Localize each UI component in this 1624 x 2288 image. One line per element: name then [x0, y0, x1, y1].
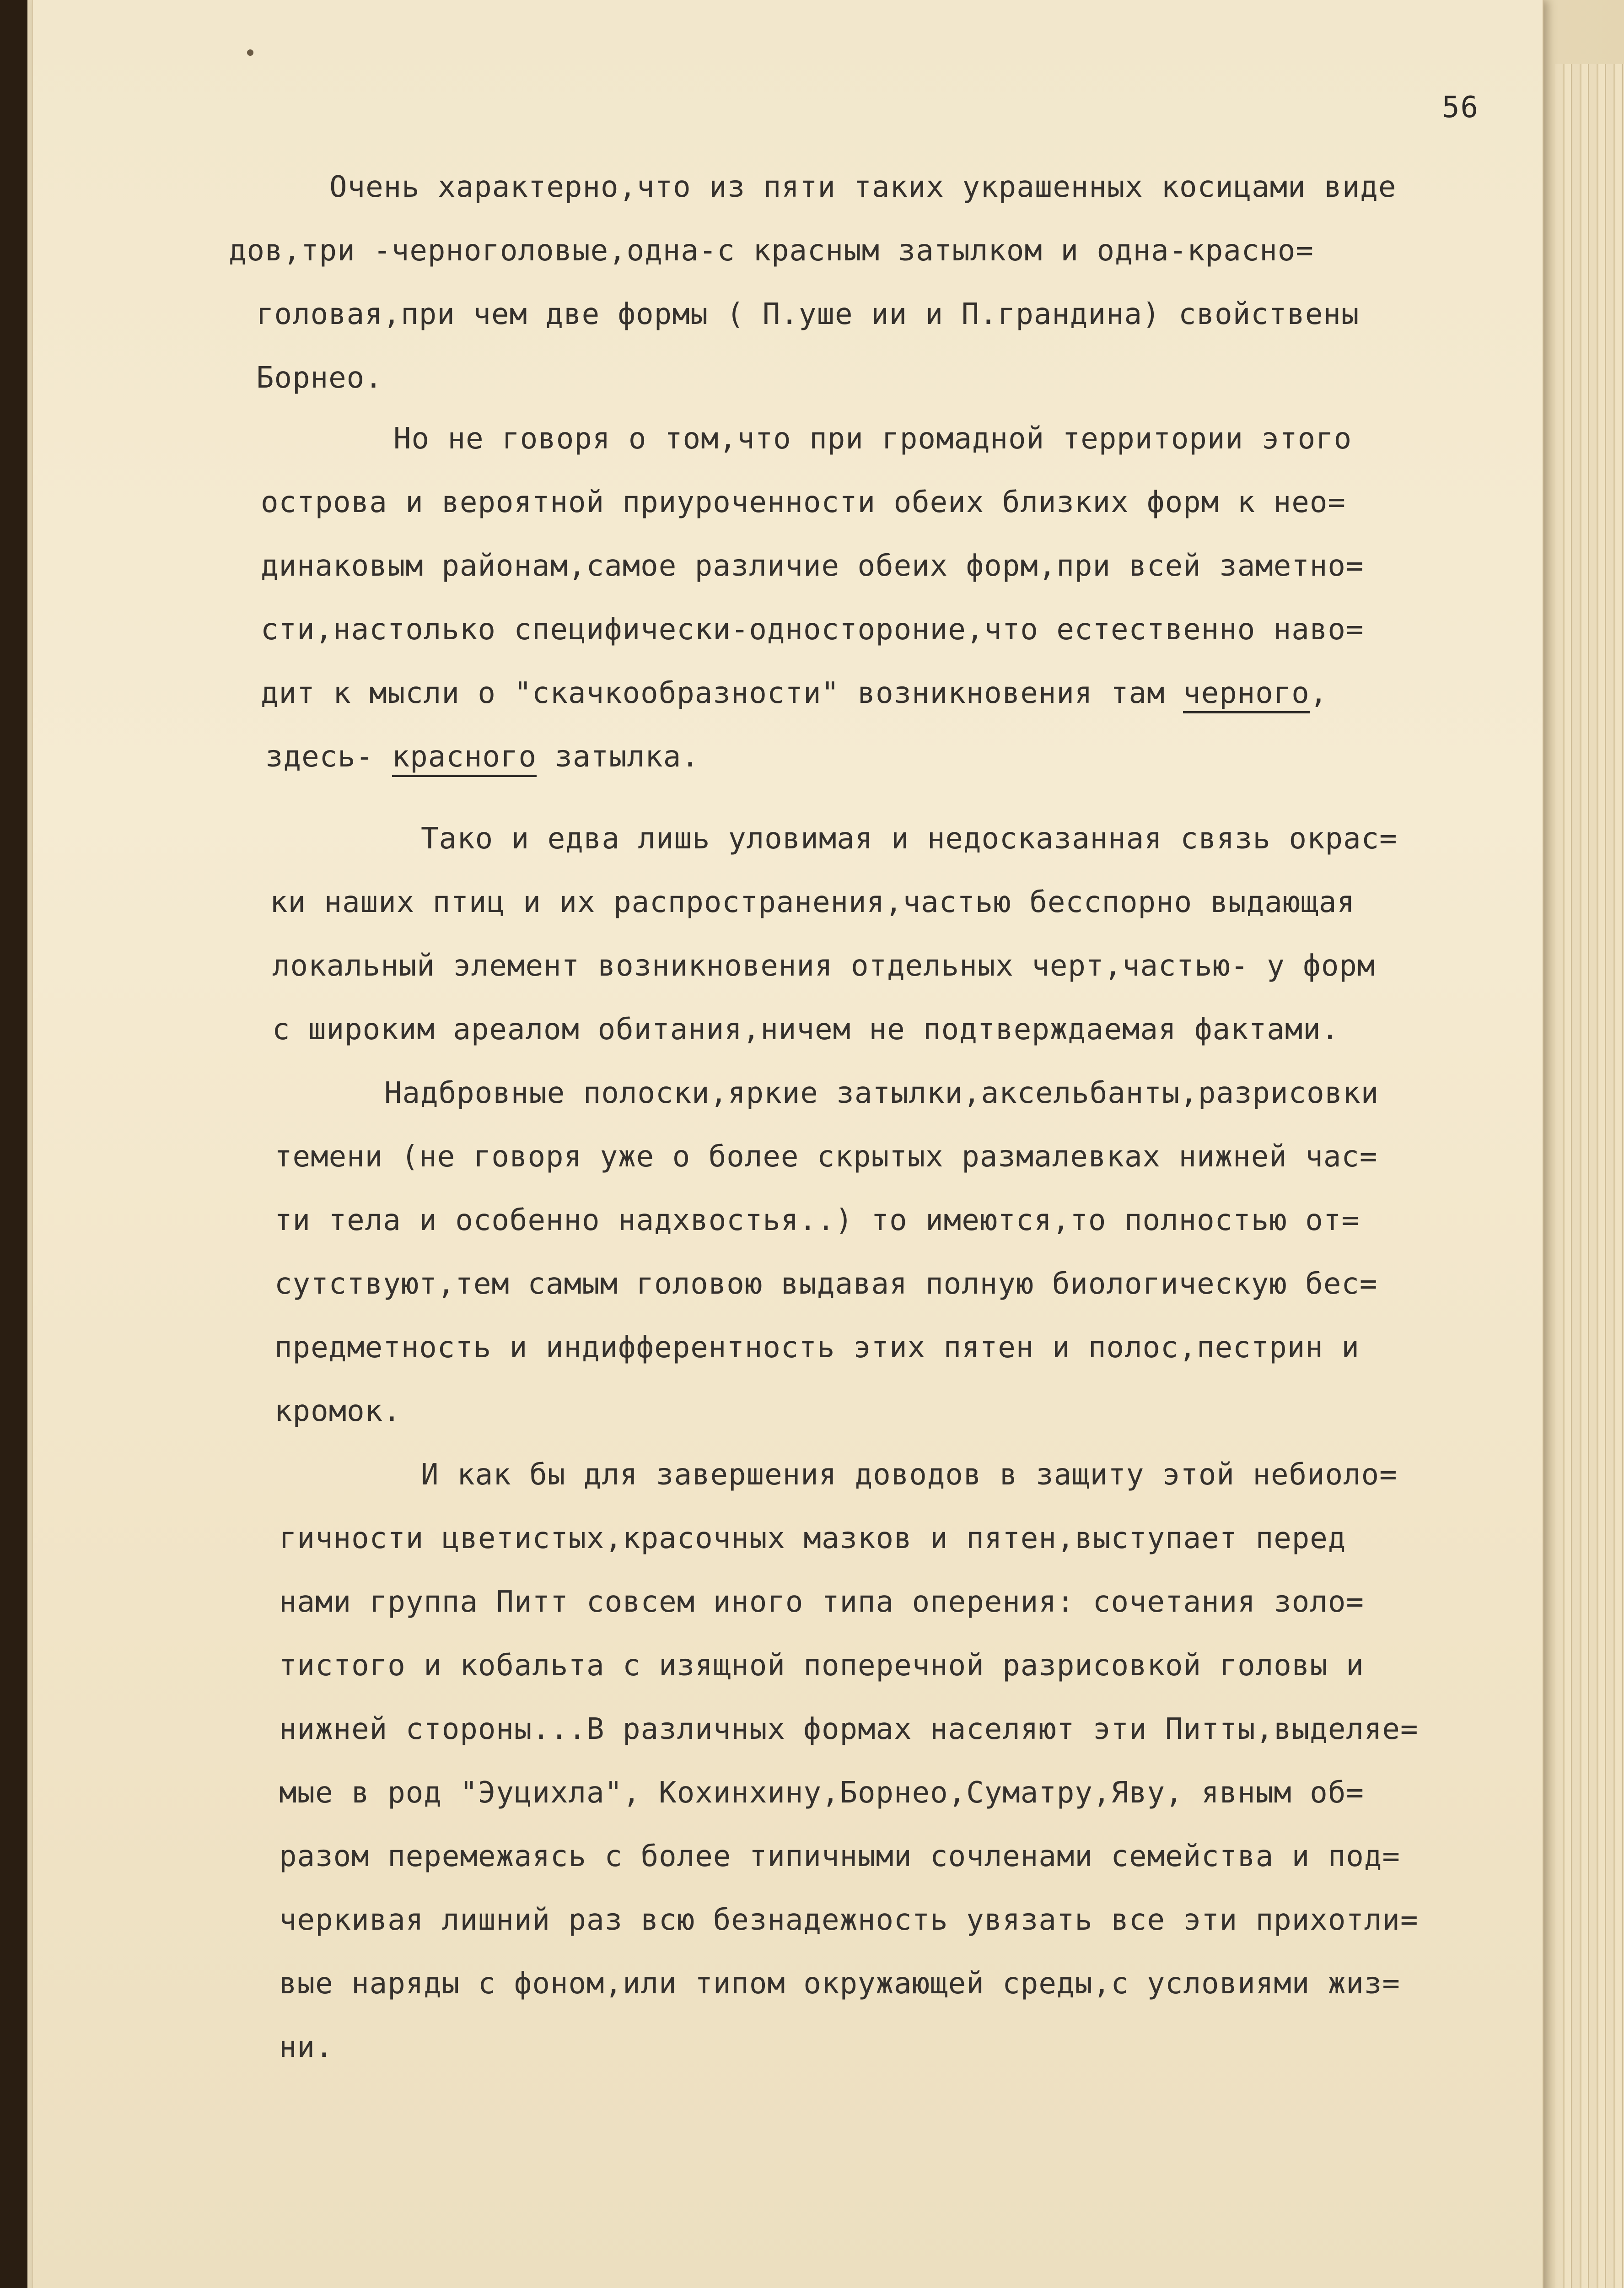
text-line: нижней стороны...В различных формах населяют эти Питты,выделяе=	[279, 1712, 1419, 1746]
underlined-word: черного	[1183, 676, 1310, 713]
text-line: Надбровные полоски,яркие затылки,аксельбанты,разрисовки	[384, 1076, 1379, 1110]
text-line: Борнео.	[256, 361, 383, 395]
text-line: нами группа Питт совсем иного типа оперения: сочетания золо=	[279, 1585, 1364, 1619]
text-line: дов,три -черноголовые,одна-с красным затылком и одна-красно=	[229, 234, 1314, 268]
text-line: Очень характерно,что из пяти таких украшенных косицами виде	[329, 170, 1397, 204]
text-line: кромок.	[274, 1394, 401, 1428]
text-segment: дит к мысли о "скачкообразности" возникновения там	[261, 676, 1165, 710]
text-line: с широким ареалом обитания,ничем не подтверждаемая фактами.	[272, 1013, 1339, 1047]
typed-text-block	[229, 156, 1537, 2079]
text-line: Но не говоря о том,что при громадной территории этого	[393, 422, 1352, 456]
text-line: ки наших птиц и их распространения,частью бесспорно выдающая	[270, 885, 1355, 919]
text-line: локальный элемент возникновения отдельных черт,частью- у форм	[272, 949, 1376, 983]
text-line: мые в род "Эуцихла", Кохинхину,Борнео,Суматру,Яву, явным об=	[279, 1776, 1364, 1810]
text-line: сти,настолько специфически-одностороние,что естественно наво=	[261, 613, 1364, 647]
punch-mark	[247, 49, 253, 56]
text-line: динаковым районам,самое различие обеих форм,при всей заметно=	[261, 549, 1364, 583]
text-line: острова и вероятной приуроченности обеих близких форм к нео=	[261, 486, 1346, 519]
text-line: ти тела и особенно надхвостья..) то имеются,то полностью от=	[274, 1203, 1360, 1237]
page-number: 56	[1442, 91, 1479, 124]
text-line: И как бы для завершения доводов в защиту этой небиоло=	[421, 1458, 1398, 1492]
text-segment: ,	[1309, 676, 1328, 710]
text-line: гичности цветистых,красочных мазков и пятен,выступает перед	[279, 1522, 1346, 1555]
text-line: разом перемежаясь с более типичными сочленами семейства и под=	[279, 1840, 1400, 1873]
text-line: темени (не говоря уже о более скрытых размалевках нижней час=	[274, 1140, 1378, 1174]
text-line-with-underline	[229, 662, 1537, 725]
text-line: тистого и кобальта с изящной поперечной разрисовкой головы и	[279, 1649, 1364, 1683]
text-line: Тако и едва лишь уловимая и недосказанная связь окрас=	[421, 822, 1398, 856]
text-line: предметность и индифферентность этих пятен и полос,пестрин и	[274, 1331, 1360, 1365]
text-line-with-underline	[229, 725, 1537, 789]
text-segment: затылка.	[554, 740, 699, 774]
text-line: черкивая лишний раз всю безнадежность увязать все эти прихотли=	[279, 1903, 1419, 1937]
text-segment: здесь-	[265, 740, 374, 774]
underlined-word: красного	[392, 740, 537, 777]
stacked-page-edges	[1555, 64, 1624, 2288]
text-line: вые наряды с фоном,или типом окружающей среды,с условиями жиз=	[279, 1967, 1400, 2001]
text-line: ни.	[279, 2030, 333, 2064]
text-line: сутствуют,тем самым головою выдавая полную биологическую бес=	[274, 1267, 1378, 1301]
text-line: головая,при чем две формы ( П.уше ии и П.грандина) свойствены	[256, 297, 1360, 331]
